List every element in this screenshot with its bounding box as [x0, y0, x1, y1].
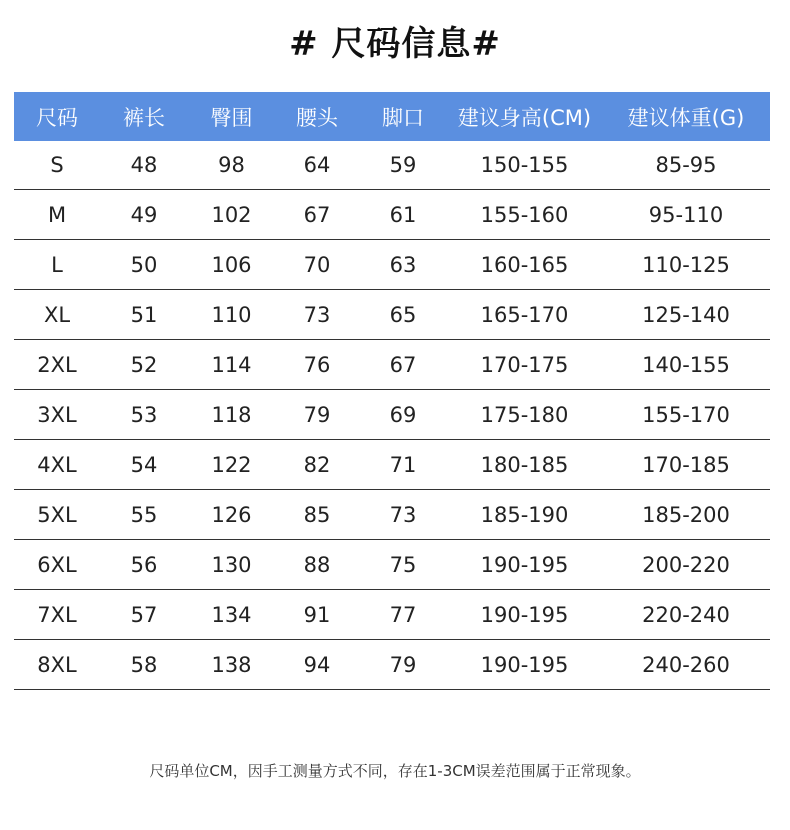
table-cell: 69: [359, 390, 447, 440]
table-cell: 49: [100, 190, 188, 240]
table-cell: 200-220: [602, 540, 770, 590]
table-cell: 155-170: [602, 390, 770, 440]
header-cell-size: 尺码: [36, 105, 78, 130]
table-cell: 160-165: [447, 240, 602, 290]
table-cell: 51: [100, 290, 188, 340]
table-cell: M: [14, 190, 100, 240]
table-cell: 67: [359, 340, 447, 390]
table-cell: 102: [188, 190, 275, 240]
table-cell: 95-110: [602, 190, 770, 240]
table-cell: 53: [100, 390, 188, 440]
table-cell: 110-125: [602, 240, 770, 290]
table-cell: 190-195: [447, 540, 602, 590]
table-cell: 190-195: [447, 640, 602, 690]
table-cell: 126: [188, 490, 275, 540]
table-cell: 125-140: [602, 290, 770, 340]
table-cell: 85: [275, 490, 359, 540]
table-row: [14, 640, 770, 690]
table-cell: 170-175: [447, 340, 602, 390]
table-cell: 4XL: [14, 440, 100, 490]
table-cell: 61: [359, 190, 447, 240]
size-table: [14, 92, 770, 690]
table-cell: 185-200: [602, 490, 770, 540]
table-cell: 7XL: [14, 590, 100, 640]
table-cell: 220-240: [602, 590, 770, 640]
table-cell: 180-185: [447, 440, 602, 490]
table-cell: 185-190: [447, 490, 602, 540]
table-cell: 79: [359, 640, 447, 690]
table-cell: 59: [359, 141, 447, 190]
table-cell: 76: [275, 340, 359, 390]
table-cell: 6XL: [14, 540, 100, 590]
table-cell: 75: [359, 540, 447, 590]
measurement-note: 尺码单位CM，因手工测量方式不同，存在1-3CM误差范围属于正常现象。: [149, 762, 641, 780]
table-cell: 98: [188, 141, 275, 190]
table-cell: 77: [359, 590, 447, 640]
table-cell: 50: [100, 240, 188, 290]
table-cell: 3XL: [14, 390, 100, 440]
table-cell: 134: [188, 590, 275, 640]
table-cell: 114: [188, 340, 275, 390]
table-row: [14, 240, 770, 290]
table-row: [14, 141, 770, 190]
table-cell: 56: [100, 540, 188, 590]
table-cell: 8XL: [14, 640, 100, 690]
table-cell: 122: [188, 440, 275, 490]
table-row: [14, 540, 770, 590]
table-cell: 85-95: [602, 141, 770, 190]
table-cell: 58: [100, 640, 188, 690]
table-cell: 155-160: [447, 190, 602, 240]
table-cell: 130: [188, 540, 275, 590]
table-cell: 106: [188, 240, 275, 290]
table-cell: 54: [100, 440, 188, 490]
table-row: [14, 490, 770, 540]
table-cell: 65: [359, 290, 447, 340]
table-cell: 73: [359, 490, 447, 540]
table-cell: L: [14, 240, 100, 290]
table-cell: 91: [275, 590, 359, 640]
table-cell: 73: [275, 290, 359, 340]
table-cell: 118: [188, 390, 275, 440]
table-cell: 94: [275, 640, 359, 690]
table-row: [14, 340, 770, 390]
table-cell: 240-260: [602, 640, 770, 690]
table-cell: XL: [14, 290, 100, 340]
page-title: # 尺码信息#: [289, 24, 501, 64]
header-cell-waist: 腰头: [296, 105, 338, 130]
header-cell-hem: 脚口: [382, 105, 424, 130]
table-row: [14, 440, 770, 490]
table-cell: 52: [100, 340, 188, 390]
header-cell-height: 建议身高(CM): [457, 105, 592, 130]
header-cell-weight: 建议体重(G): [627, 105, 745, 130]
table-cell: 64: [275, 141, 359, 190]
table-header: [14, 92, 770, 141]
table-cell: S: [14, 141, 100, 190]
header-row: [14, 92, 770, 141]
table-cell: 165-170: [447, 290, 602, 340]
table-row: [14, 590, 770, 640]
table-cell: 138: [188, 640, 275, 690]
table-cell: 55: [100, 490, 188, 540]
table-cell: 5XL: [14, 490, 100, 540]
table-row: [14, 290, 770, 340]
table-cell: 57: [100, 590, 188, 640]
table-cell: 190-195: [447, 590, 602, 640]
header-cell-hip: 臀围: [210, 105, 253, 130]
table-body: [14, 141, 770, 690]
header-cell-pants-length: 裤长: [123, 105, 165, 130]
table-cell: 82: [275, 440, 359, 490]
table-row: [14, 190, 770, 240]
table-cell: 2XL: [14, 340, 100, 390]
table-cell: 175-180: [447, 390, 602, 440]
table-cell: 70: [275, 240, 359, 290]
table-cell: 110: [188, 290, 275, 340]
table-cell: 88: [275, 540, 359, 590]
table-cell: 150-155: [447, 141, 602, 190]
table-cell: 63: [359, 240, 447, 290]
table-cell: 170-185: [602, 440, 770, 490]
table-cell: 67: [275, 190, 359, 240]
table-cell: 140-155: [602, 340, 770, 390]
table-row: [14, 390, 770, 440]
table-cell: 48: [100, 141, 188, 190]
table-cell: 79: [275, 390, 359, 440]
table-cell: 71: [359, 440, 447, 490]
